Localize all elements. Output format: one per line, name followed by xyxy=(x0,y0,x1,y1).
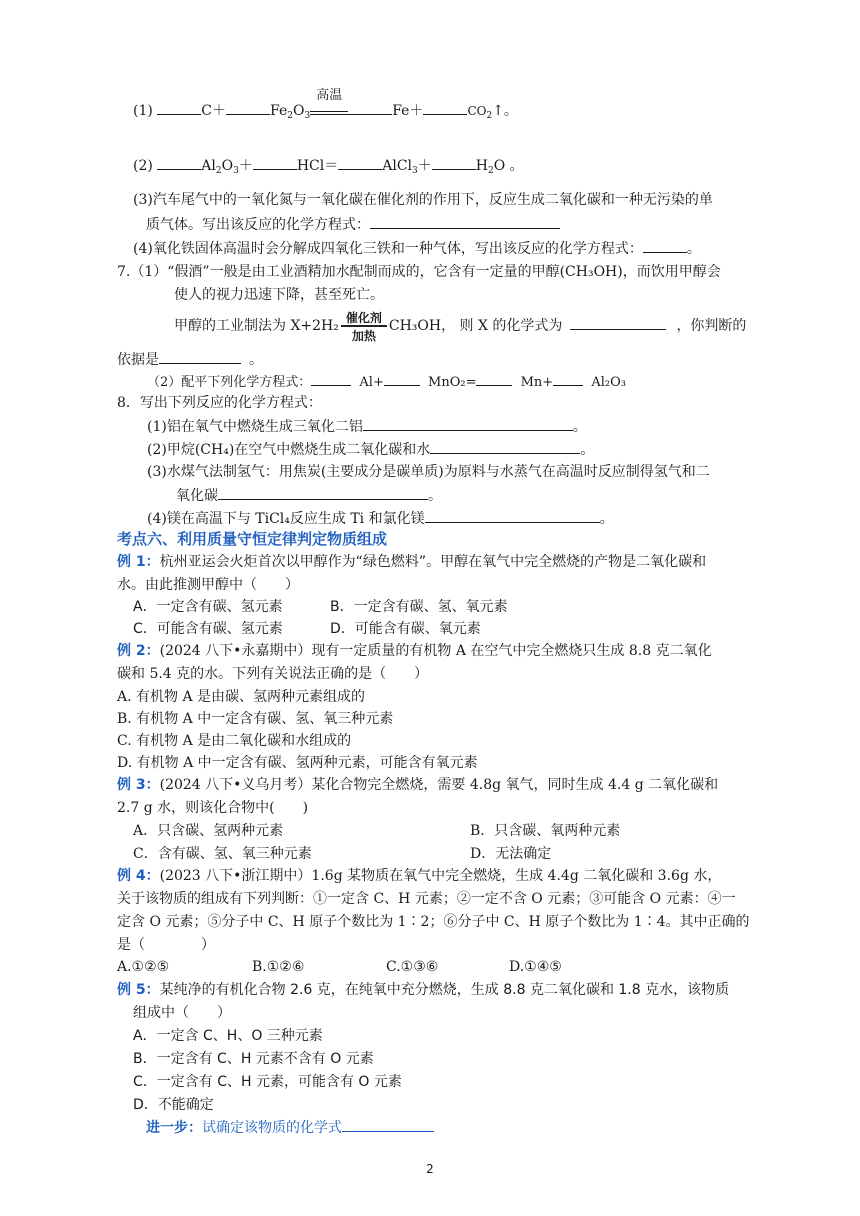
question-7-line2: 使人的视力迅速下降，甚至死亡。 xyxy=(174,287,384,303)
answer-blank[interactable] xyxy=(342,1117,434,1132)
answer-blank[interactable] xyxy=(348,100,392,115)
example-4-option-d[interactable]: D.①④⑤ xyxy=(509,959,562,975)
example-2-line1: 例 2：(2024 八下•永嘉期中）现有一定质量的有机物 A 在空气中完全燃烧只生成 8.8 克二氧化 xyxy=(117,643,712,659)
example-3-line1: 例 3：(2024 八下•义乌月考）某化合物完全燃烧，需要 4.8g 氧气，同时生成 4.4 g 二氧化碳和 xyxy=(117,777,719,793)
example-5-option-a[interactable]: A．一定含 C、H、O 三种元素 xyxy=(133,1028,323,1044)
answer-blank[interactable] xyxy=(157,100,201,115)
example-2-option-a[interactable]: A. 有机物 A 是由碳、氢两种元素组成的 xyxy=(117,689,366,705)
answer-blank[interactable] xyxy=(218,485,428,500)
item-number: (1) xyxy=(133,103,153,119)
equation-1 xyxy=(133,88,518,121)
reactant-c: C＋ xyxy=(201,103,227,119)
section-heading: 考点六、利用质量守恒定律判定物质组成 xyxy=(117,530,388,548)
product-alcl3: AlCl$_3$ xyxy=(382,158,418,176)
example-1-option-a[interactable]: A．一定含有碳、氢元素 xyxy=(133,599,283,615)
question-8-item3-line2: 氧化碳 。 xyxy=(176,485,442,506)
question-8-item1: (1)铝在氧气中燃烧生成三氧化二铝 。 xyxy=(147,416,587,437)
answer-blank[interactable] xyxy=(370,214,560,229)
example-2-option-c[interactable]: C. 有机物 A 是由二氧化碳和水组成的 xyxy=(117,733,352,749)
answer-blank[interactable] xyxy=(226,100,270,115)
answer-blank[interactable] xyxy=(311,371,351,386)
example-4-option-c[interactable]: C.①③⑥ xyxy=(386,959,439,975)
example-1-option-c[interactable]: C．可能含有碳、氢元素 xyxy=(133,621,283,637)
reaction-condition: 高温 xyxy=(310,103,348,115)
product-fe: Fe＋ xyxy=(392,103,424,119)
example-2-line2: 碳和 5.4 克的水。下列有关说法正确的是（ ） xyxy=(117,666,429,682)
plus-sign: ＋ xyxy=(417,158,432,174)
question-8-item4: (4)镁在高温下与 TiCl₄反应生成 Ti 和氯化镁 。 xyxy=(147,508,614,529)
example-2-option-d[interactable]: D. 有机物 A 中一定含有碳、氢两种元素，可能含有氧元素 xyxy=(117,755,478,771)
example-3-option-d[interactable]: D．无法确定 xyxy=(470,846,552,862)
answer-blank[interactable] xyxy=(476,371,512,386)
answer-blank[interactable] xyxy=(338,155,382,170)
answer-blank[interactable] xyxy=(553,371,583,386)
example-2-option-b[interactable]: B. 有机物 A 中一定含有碳、氢、氧三种元素 xyxy=(117,711,394,727)
question-8-item2: (2)甲烷(CH₄)在空气中燃烧生成二氧化碳和水 。 xyxy=(147,439,594,460)
page-number: 2 xyxy=(426,1162,434,1176)
answer-blank[interactable] xyxy=(570,315,666,330)
question-3-line1: (3)汽车尾气中的一氧化氮与一氧化碳在催化剂的作用下，反应生成二氧化碳和一种无污染的单 xyxy=(133,192,713,208)
answer-blank[interactable] xyxy=(423,100,467,115)
example-5-line1: 例 5：某纯净的有机化合物 2.6 克，在纯氧中充分燃烧，生成 8.8 克二氧化碳和 1.8 克水，该物质 xyxy=(117,982,730,998)
example-1-line1: 例 1：杭州亚运会火炬首次以甲醇作为“绿色燃料”。甲醇在氧气中完全燃烧的产物是二氧化碳和 xyxy=(117,554,707,570)
reactant-al2o3: $Al_2O_3$ xyxy=(201,158,239,176)
example-3-option-a[interactable]: A．只含碳、氢两种元素 xyxy=(133,823,284,839)
example-4-option-b[interactable]: B.①②⑥ xyxy=(252,959,305,975)
reactant-fe2o3: $Fe_2O_3$ xyxy=(270,103,311,121)
answer-blank[interactable] xyxy=(643,238,687,253)
example-5-line2: 组成中（ ） xyxy=(133,1005,231,1021)
example-3-option-b[interactable]: B．只含碳、氧两种元素 xyxy=(470,823,621,839)
question-8-title: 8．写出下列反应的化学方程式： xyxy=(117,395,322,411)
example-1-option-d[interactable]: D．可能含有碳、氧元素 xyxy=(330,621,481,637)
example-1-line2: 水。由此推测甲醇中（ ） xyxy=(117,577,299,593)
answer-blank[interactable] xyxy=(425,508,600,523)
example-1-option-b[interactable]: B．一定含有碳、氢、氧元素 xyxy=(330,599,508,615)
example-4-line4: 是（ ） xyxy=(117,937,215,953)
question-7-line1: 7.（1）“假酒”一般是由工业酒精加水配制而成的，它含有一定量的甲醇(CH₃OH)，而饮用甲醇会 xyxy=(117,264,721,280)
example-5-further: 进一步：试确定该物质的化学式 xyxy=(146,1117,434,1138)
product-h2o: $H_2O$ 。 xyxy=(475,158,524,176)
answer-blank[interactable] xyxy=(253,155,297,170)
answer-blank[interactable] xyxy=(430,439,580,454)
question-7-line4: 依据是 。 xyxy=(117,349,263,370)
catalyst-arrow: 催化剂 加热 xyxy=(339,314,389,338)
example-5-option-b[interactable]: B．一定含有 C、H 元素不含有 O 元素 xyxy=(133,1051,374,1067)
question-3-line2: 质气体。写出该反应的化学方程式： xyxy=(146,214,560,235)
answer-blank[interactable] xyxy=(432,155,476,170)
item-number: (2) xyxy=(133,158,153,174)
question-4: (4)氧化铁固体高温时会分解成四氧化三铁和一种气体，写出该反应的化学方程式： 。 xyxy=(133,238,701,259)
equation-2 xyxy=(133,155,524,176)
answer-blank[interactable] xyxy=(384,371,420,386)
example-4-line1: 例 4：(2023 八下•浙江期中）1.6g 某物质在氧气中完全燃烧，生成 4.4g 二氧化碳和 3.6g 水， xyxy=(117,868,722,884)
answer-blank[interactable] xyxy=(159,349,241,364)
answer-blank[interactable] xyxy=(157,155,201,170)
product-co2: $CO_2$ xyxy=(467,104,493,121)
example-4-option-a[interactable]: A.①②⑤ xyxy=(117,959,170,975)
example-3-line2: 2.7 g 水，则该化合物中( ) xyxy=(117,800,309,816)
example-3-option-c[interactable]: C．含有碳、氢、氧三种元素 xyxy=(133,846,312,862)
question-8-item3-line1: (3)水煤气法制氢气：用焦炭(主要成分是碳单质)为原料与水蒸气在高温时反应制得氢气和二 xyxy=(147,464,710,480)
example-5-option-c[interactable]: C．一定含有 C、H 元素，可能含有 O 元素 xyxy=(133,1074,402,1090)
example-4-line2: 关于该物质的组成有下列判断：①一定含 C、H 元素；②一定不含 O 元素；③可能含 O 元素：④一 xyxy=(117,891,736,907)
question-7-line5: （2）配平下列化学方程式： Al+ MnO₂= Mn+ Al₂O₃ xyxy=(147,371,626,393)
answer-blank[interactable] xyxy=(363,416,573,431)
example-4-line3: 定含 O 元素；⑤分子中 C、H 原子个数比为 1∶2；⑥分子中 C、H 原子个数比为 1∶4。其中正确的 xyxy=(117,914,750,930)
reactant-hcl: HCl＝ xyxy=(296,158,339,174)
plus-sign: ＋ xyxy=(238,158,253,174)
example-5-option-d[interactable]: D．不能确定 xyxy=(133,1097,214,1113)
question-7-line3: 甲醇的工业制法为 X+2H₂ 催化剂 加热 CH₃OH， 则 X 的化学式为 ，你判断的 xyxy=(174,311,747,343)
up-arrow: ↑。 xyxy=(492,103,518,119)
